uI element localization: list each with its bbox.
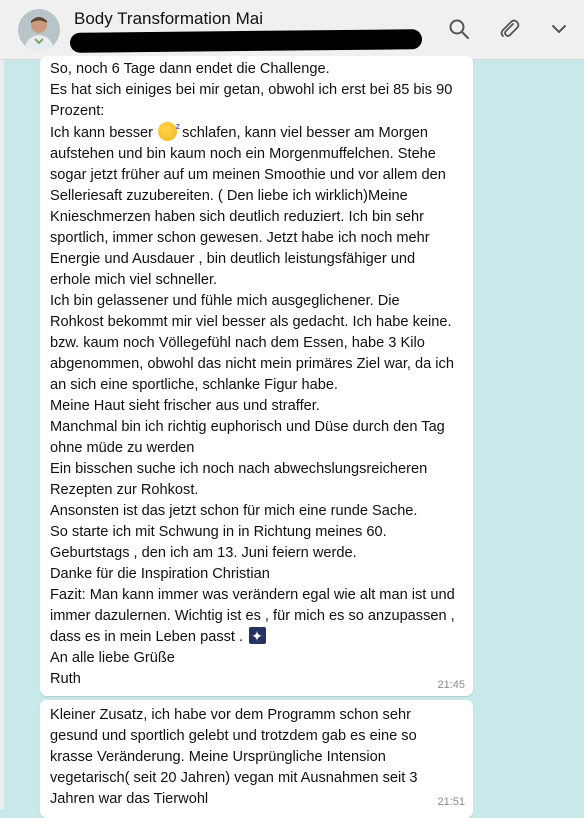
message-text [40,700,473,810]
message-line: dass es in mein Leben passt . ✦ [50,627,463,648]
message-line: Selleriesaft zuzubereiten. ( Den liebe ich wirklich)Meine [50,188,408,204]
message-line: sportlich, immer schon gewesen. Jetzt habe ich noch mehr [50,230,430,246]
message-line: ohne müde zu werden [50,440,195,456]
message-line: Ich kann besser z schlafen, kann viel besser am Morgen [50,122,463,144]
message-line: So starte ich mit Schwung in in Richtung meines 60. [50,524,387,540]
message-line: Ich bin gelassener und fühle mich ausgeglichener. Die [50,293,400,309]
message-line: Ansonsten ist das jetzt schon für mich eine runde Sache. [50,503,418,519]
message-line: Fazit: Man kann immer was verändern egal wie alt man ist und [50,587,455,603]
redaction-bar [70,29,422,53]
message-line: Manchmal bin ich richtig euphorisch und Düse durch den Tag [50,419,445,435]
message-line: Ein bisschen suche ich noch nach abwechslungsreicheren [50,461,428,477]
sparkle-emoji-icon [249,627,266,644]
message-timestamp: 21:45 [437,679,465,691]
search-icon[interactable] [446,16,472,42]
message-line: Danke für die Inspiration Christian [50,566,270,582]
paperclip-icon[interactable] [496,16,522,42]
message-line: krasse Veränderung. Meine Ursprüngliche Intension [50,749,386,765]
message-line: abgenommen, obwohl das nicht mein primäres Ziel war, da ich [50,356,454,372]
message-text [40,56,473,690]
sleeping-face-emoji-icon [158,122,177,141]
message-line: Es hat sich einiges bei mir getan, obwohl ich erst bei 85 bis 90 [50,82,453,98]
message-line: Meine Haut sieht frischer aus und straffer. [50,398,320,414]
message-line: vegetarisch( seit 20 Jahren) vegan mit Ausnahmen seit 3 [50,770,418,786]
message-line: sogar jetzt früher auf um meinen Smoothie und vor allem den [50,167,446,183]
message-line: Ruth [50,671,81,687]
message-bubble[interactable] [40,700,473,818]
panel-edge [0,60,4,809]
message-line: erhole mich viel schneller. [50,272,218,288]
message-line: An alle liebe Grüße [50,650,175,666]
message-line: Prozent: [50,103,105,119]
message-line: Energie und Ausdauer , bin deutlich leistungsfähiger und [50,251,416,267]
message-line: Jahren war das Tierwohl [50,791,209,807]
message-line: bzw. kaum noch Völlegefühl nach dem Essen, habe 3 Kilo [50,335,425,351]
message-line: Rezepten zur Rohkost. [50,482,199,498]
message-line: an sich eine sportliche, schlanke Figur habe. [50,377,338,393]
message-timestamp: 21:51 [437,796,465,808]
chevron-down-icon[interactable] [546,16,572,42]
message-bubble[interactable] [40,56,473,696]
message-line: aufstehen und bin kaum noch ein Morgenmuffelchen. Stehe [50,146,436,162]
message-line: Knieschmerzen haben sich deutlich reduziert. Ich bin sehr [50,209,424,225]
chat-title[interactable]: Body Transformation Mai [74,9,263,28]
message-line: So, noch 6 Tage dann endet die Challenge. [50,61,330,77]
chat-header [0,0,584,60]
group-avatar[interactable] [18,9,60,51]
message-line: immer dazulernen. Wichtig ist es , für mich es so anzupassen , [50,608,455,624]
message-line: Kleiner Zusatz, ich habe vor dem Programm schon sehr [50,707,411,723]
message-line: Geburtstags , den ich am 13. Juni feiern werde. [50,545,357,561]
message-line: gesund und sportlich gelebt und trotzdem gab es eine so [50,728,417,744]
message-line: Rohkost bekommt mir viel besser als gedacht. Ich habe keine. [50,314,452,330]
